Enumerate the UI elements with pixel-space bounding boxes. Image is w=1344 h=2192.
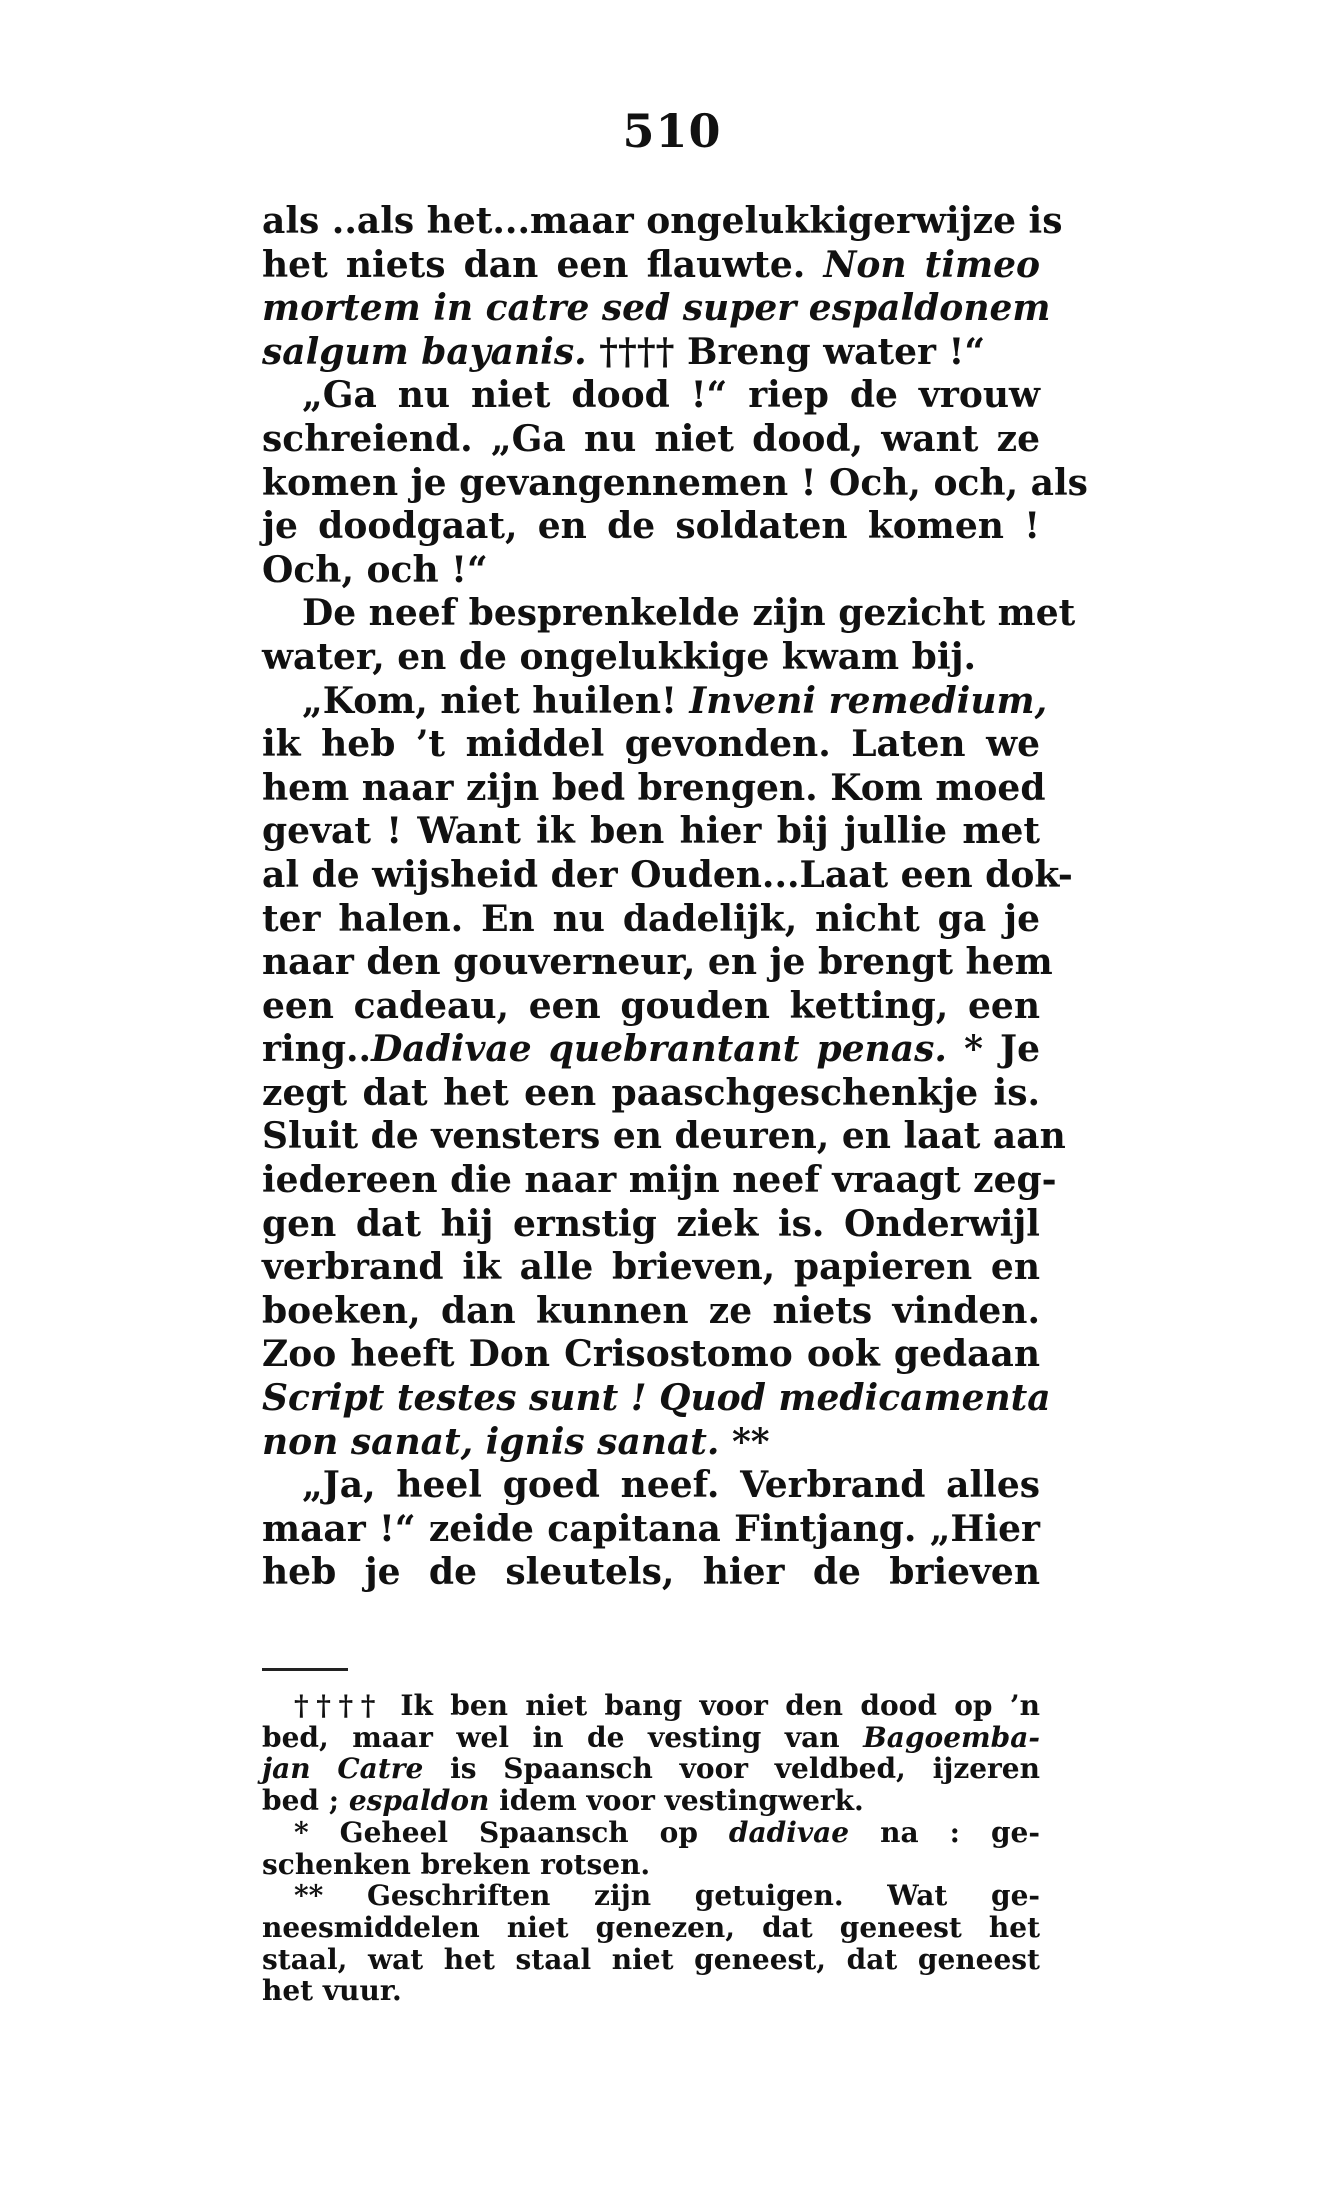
italic-text: Bagoemba- (863, 1720, 1040, 1754)
text-line: komen je gevangennemen ! Och, och, als (262, 461, 1088, 504)
text-line: „Kom, niet huilen! Inveni remedium, (302, 679, 1048, 722)
footnote-line: jan Catre is Spaansch voor veldbed, ijzeren (262, 1752, 1040, 1786)
text-line: het niets dan een flauwte. Non timeo (262, 243, 1040, 286)
footnote-line: bed ; espaldon idem voor vestingwerk. (262, 1784, 864, 1818)
italic-text: mortem in catre sed super espaldonem (262, 287, 1051, 330)
text-line: „Ga nu niet dood !“ riep de vrouw (302, 374, 1040, 417)
italic-text: non sanat, ignis sanat. (262, 1420, 720, 1463)
text-line (262, 1377, 1051, 1421)
footnote-line: staal, wat het staal niet geneest, dat geneest (262, 1942, 1040, 1976)
text-line: je doodgaat, en de soldaten komen ! (262, 505, 1040, 548)
text-line: al de wijsheid der Ouden...Laat een dok- (262, 853, 1073, 896)
footnote-separator (262, 1668, 348, 1671)
text-line: zegt dat het een paaschgeschenkje is. (262, 1071, 1040, 1114)
text-line: iedereen die naar mijn neef vraagt zeg- (262, 1159, 1057, 1202)
main-text (262, 200, 1088, 1595)
text-line: gen dat hij ernstig ziek is. Onderwijl (262, 1202, 1040, 1245)
text-line: als ..als het...maar ongelukkigerwijze is (262, 200, 1063, 242)
italic-text: Dadivae quebrantant penas. (371, 1028, 947, 1071)
italic-text: salgum bayanis. (262, 330, 587, 373)
footnote-line: bed, maar wel in de vesting van Bagoemba- (262, 1720, 1040, 1754)
text-line: hem naar zijn bed brengen. Kom moed (262, 766, 1046, 809)
text-line: non sanat, ignis sanat. ** (262, 1420, 770, 1463)
text-line: een cadeau, een gouden ketting, een (262, 984, 1040, 1027)
footnote-line: †††† Ik ben niet bang voor den dood op ’n (294, 1689, 1040, 1722)
italic-text: Inveni remedium, (689, 679, 1048, 722)
text-line: Och, och !“ (262, 548, 488, 591)
italic-text: espaldon (348, 1784, 490, 1818)
text-line: maar !“ zeide capitana Fintjang. „Hier (262, 1507, 1040, 1550)
footnote-line: ** Geschriften zijn getuigen. Wat ge- (294, 1879, 1040, 1913)
italic-text: Script testes sunt ! Quod medicamenta (262, 1377, 1051, 1420)
text-line: ring..Dadivae quebrantant penas. * Je (262, 1028, 1040, 1071)
text-line: salgum bayanis. †††† Breng water !“ (262, 330, 986, 373)
footnote-line: het vuur. (262, 1974, 402, 2008)
text-line: De neef besprenkelde zijn gezicht met (302, 592, 1076, 635)
text-line: boeken, dan kunnen ze niets vinden. (262, 1289, 1040, 1332)
text-line: heb je de sleutels, hier de brieven (262, 1551, 1040, 1594)
text-line: naar den gouverneur, en je brengt hem (262, 941, 1053, 984)
text-line: Zoo heeft Don Crisostomo ook gedaan (262, 1333, 1040, 1376)
text-line: „Ja, heel goed neef. Verbrand alles (302, 1464, 1040, 1507)
text-line: ik heb ’t middel gevonden. Laten we (262, 723, 1040, 766)
footnote-line: schenken breken rotsen. (262, 1847, 651, 1881)
italic-text: Non timeo (823, 243, 1040, 286)
footnote-line: neesmiddelen niet genezen, dat geneest het (262, 1910, 1040, 1944)
italic-text: jan Catre (262, 1752, 424, 1786)
text-line: verbrand ik alle brieven, papieren en (262, 1246, 1040, 1289)
text-line (262, 287, 1051, 331)
page-number: 510 (622, 104, 722, 158)
footnotes (262, 1690, 1040, 2007)
italic-text: dadivae (728, 1815, 850, 1849)
text-line: ter halen. En nu dadelijk, nicht ga je (262, 897, 1040, 940)
text-line: gevat ! Want ik ben hier bij jullie met (262, 810, 1040, 853)
footnote-line: * Geheel Spaansch op dadivae na : ge- (294, 1815, 1040, 1849)
text-line: schreiend. „Ga nu niet dood, want ze (262, 417, 1040, 460)
text-line: water, en de ongelukkige kwam bij. (262, 635, 977, 678)
text-line: Sluit de vensters en deuren, en laat aan (262, 1115, 1066, 1158)
